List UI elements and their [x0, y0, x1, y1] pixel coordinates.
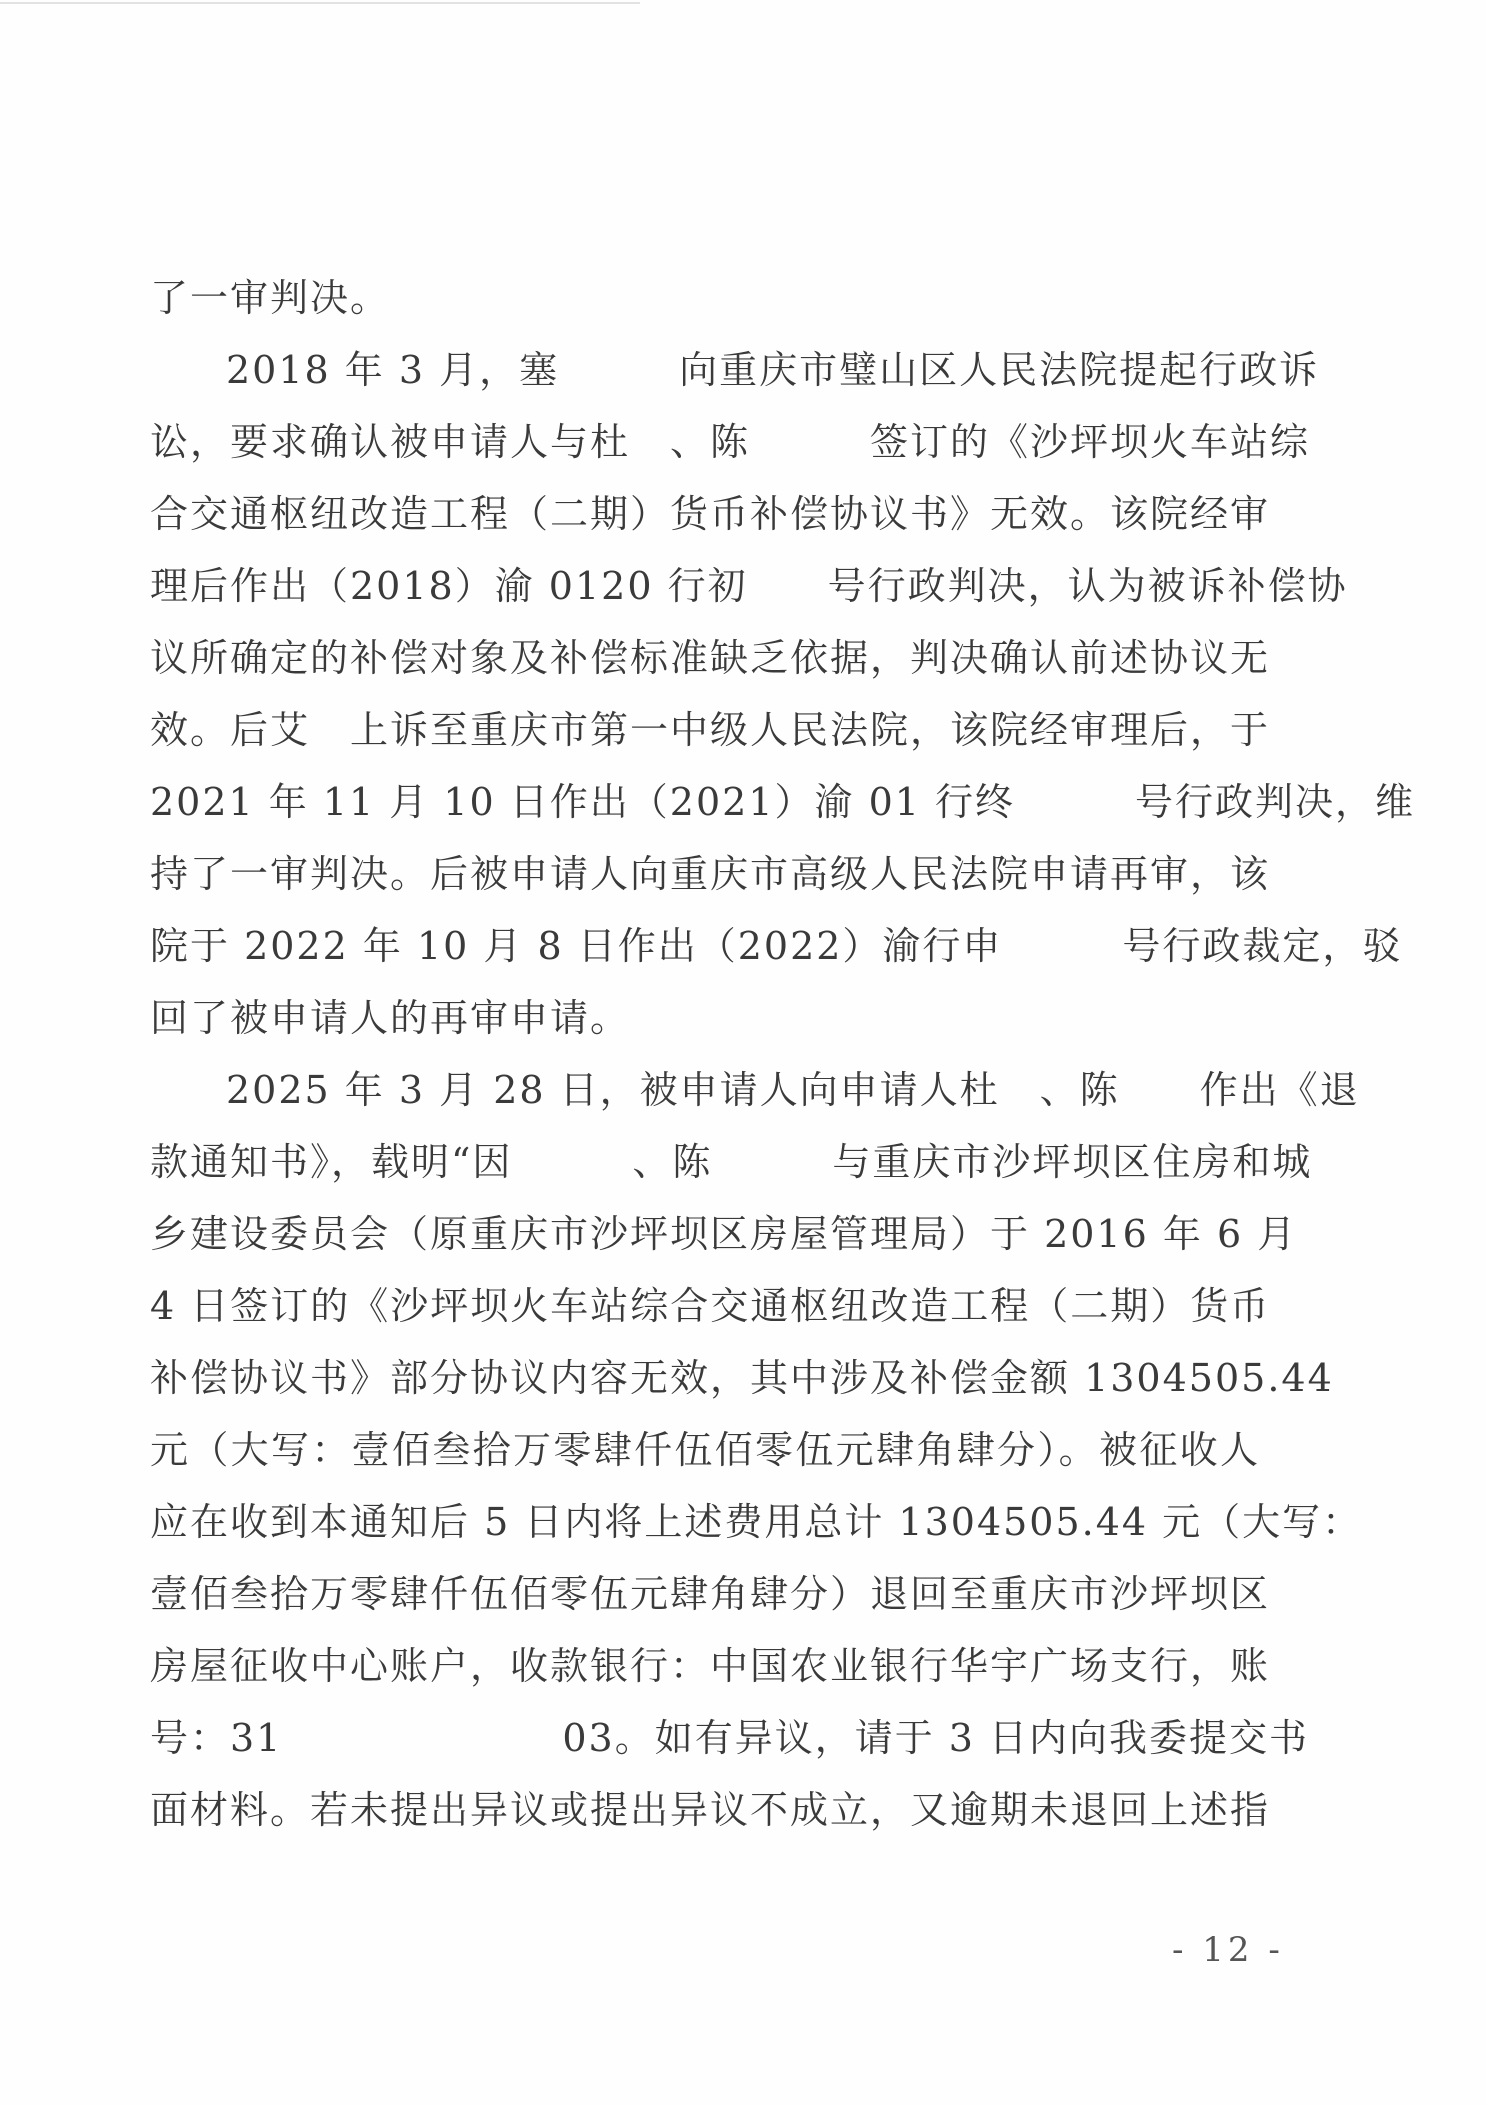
- scan-edge-rule: [0, 2, 640, 4]
- page-number: - 12 -: [1172, 1930, 1284, 1970]
- text-line: 4 日签订的《沙坪坝火车站综合交通枢纽改造工程（二期）货币: [150, 1284, 1271, 1328]
- text-line: 2025 年 3 月 28 日，被申请人向申请人杜 、陈 作出《退: [226, 1068, 1360, 1112]
- text-line: 议所确定的补偿对象及补偿标准缺乏依据，判决确认前述协议无: [150, 636, 1271, 680]
- text-line: 持了一审判决。后被申请人向重庆市高级人民法院申请再审，该: [150, 852, 1271, 896]
- text-line: 2018 年 3 月，塞 向重庆市璧山区人民法院提起行政诉: [226, 348, 1320, 392]
- text-line: 款通知书》，载明“因 、陈 与重庆市沙坪坝区住房和城: [150, 1140, 1313, 1184]
- text-line: 补偿协议书》部分协议内容无效，其中涉及补偿金额 1304505.44: [150, 1356, 1334, 1400]
- text-line: 应在收到本通知后 5 日内将上述费用总计 1304505.44 元（大写：: [150, 1500, 1363, 1544]
- text-line: 院于 2022 年 10 月 8 日作出（2022）渝行申 号行政裁定，驳: [150, 924, 1403, 968]
- text-line: 回了被申请人的再审申请。: [150, 996, 631, 1040]
- text-line: 2021 年 11 月 10 日作出（2021）渝 01 行终 号行政判决，维: [150, 780, 1416, 824]
- text-line: 元（大写：壹佰叁拾万零肆仟伍佰零伍元肆角肆分）。被征收人: [150, 1428, 1260, 1472]
- text-line: 房屋征收中心账户，收款银行：中国农业银行华宇广场支行，账: [150, 1644, 1271, 1688]
- text-line: 效。后艾 上诉至重庆市第一中级人民法院，该院经审理后，于: [150, 708, 1271, 752]
- text-line: 讼，要求确认被申请人与杜 、陈 签订的《沙坪坝火车站综: [150, 420, 1311, 464]
- text-line: 合交通枢纽改造工程（二期）货币补偿协议书》无效。该院经审: [150, 492, 1271, 536]
- body-text: [150, 262, 1416, 1846]
- text-line: 了一审判决。: [150, 276, 391, 320]
- text-line: 理后作出（2018）渝 0120 行初 号行政判决，认为被诉补偿协: [150, 564, 1348, 608]
- text-line: 面材料。若未提出异议或提出异议不成立，又逾期未退回上述指: [150, 1788, 1271, 1832]
- text-line: 壹佰叁拾万零肆仟伍佰零伍元肆角肆分）退回至重庆市沙坪坝区: [150, 1572, 1271, 1616]
- text-line: 号：31 03。如有异议，请于 3 日内向我委提交书: [150, 1716, 1310, 1760]
- text-line: 乡建设委员会（原重庆市沙坪坝区房屋管理局）于 2016 年 6 月: [150, 1212, 1298, 1256]
